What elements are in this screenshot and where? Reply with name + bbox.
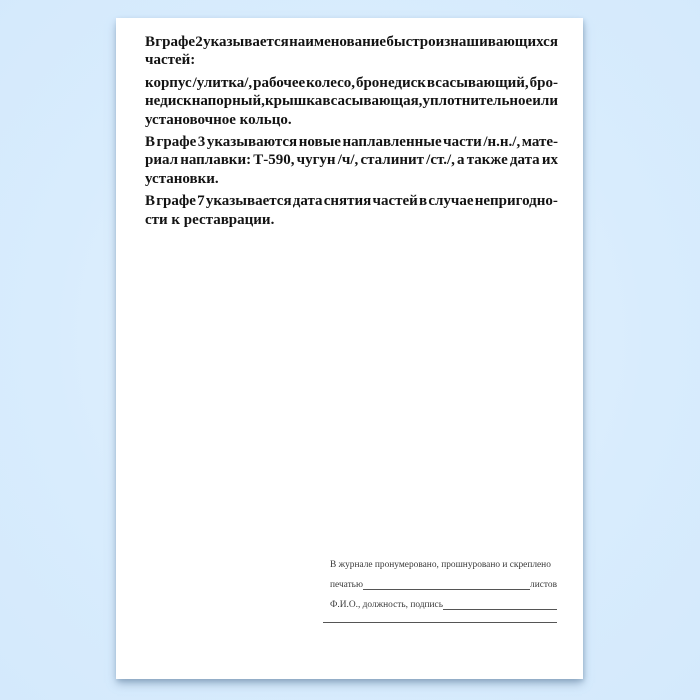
- sheets-count-blank-line: [363, 589, 530, 590]
- word: их: [541, 152, 558, 169]
- word: наплавки:: [180, 152, 252, 169]
- word: уплотнительное: [422, 93, 533, 110]
- word: Т-590,: [253, 152, 295, 169]
- word: бро-: [529, 74, 558, 91]
- certification-block: [330, 551, 557, 623]
- paragraph: [145, 133, 558, 188]
- word: графе: [155, 34, 195, 50]
- word: В: [145, 34, 156, 50]
- word: снятия: [323, 193, 372, 210]
- paragraph-line: установки.: [145, 170, 219, 187]
- document-page: [116, 18, 583, 679]
- paragraph: [145, 192, 558, 229]
- word: рабочее: [253, 74, 306, 91]
- paragraph-line: [145, 133, 558, 151]
- word: /ст./,: [426, 152, 455, 169]
- word: /н.н./,: [483, 134, 521, 151]
- word: мате-: [521, 134, 558, 151]
- word: чугун: [296, 152, 336, 169]
- paragraph-line: [145, 151, 558, 169]
- paragraph: [145, 74, 558, 129]
- word: в: [419, 193, 428, 210]
- word: сталинит: [360, 152, 424, 169]
- word: указывается: [203, 34, 289, 50]
- word: части: [443, 134, 482, 151]
- word: а: [457, 152, 465, 169]
- word: графе: [156, 134, 197, 151]
- word: В: [145, 193, 156, 210]
- signature-blank-line: [443, 609, 557, 610]
- word: недиск: [145, 93, 192, 110]
- word: быстроизнашивающихся: [386, 34, 558, 50]
- word: дата: [292, 193, 323, 210]
- paragraph-line: [145, 74, 558, 92]
- word: 3: [197, 134, 206, 151]
- word: корпус: [145, 74, 192, 91]
- word: 7: [197, 193, 205, 210]
- word: графе: [156, 193, 196, 210]
- certification-statement-row: [330, 551, 557, 571]
- word: /ч/,: [337, 152, 359, 169]
- certification-statement-text: В журнале пронумеровано, прошнуровано и скреплено: [330, 560, 551, 570]
- word: частей: [372, 193, 418, 210]
- extra-blank-line: [323, 622, 557, 623]
- word: новые: [298, 134, 341, 151]
- instructions-text-block: [145, 33, 558, 233]
- paragraph-line: установочное кольцо.: [145, 111, 292, 128]
- word: колесо,: [306, 74, 356, 91]
- paragraph-line: частей:: [145, 52, 196, 69]
- word: напорный,: [191, 93, 265, 110]
- word: или: [532, 93, 558, 110]
- word: указываются: [206, 134, 298, 151]
- word: всасывающая,: [322, 93, 423, 110]
- paragraph-line: [145, 92, 558, 110]
- word: крышка: [264, 93, 323, 110]
- word: бронедиск: [355, 74, 426, 91]
- word: 2: [195, 34, 203, 50]
- sheets-label: листов: [530, 580, 557, 590]
- word: указывается: [205, 193, 292, 210]
- word: также: [466, 152, 508, 169]
- word: В: [145, 134, 156, 151]
- word: случае: [428, 193, 474, 210]
- word: риал: [145, 152, 179, 169]
- word: непригодно-: [474, 193, 558, 210]
- paragraph-line: [145, 33, 558, 51]
- signature-label: Ф.И.О., должность, подпись: [330, 600, 443, 610]
- paragraph: [145, 33, 558, 70]
- paragraph-line: [145, 192, 558, 210]
- seal-sheets-row: [330, 571, 557, 591]
- word: /улитка/,: [192, 74, 253, 91]
- word: дата: [509, 152, 540, 169]
- seal-label: печатью: [330, 580, 363, 590]
- word: наименование: [289, 34, 387, 50]
- paragraph-line: сти к реставрации.: [145, 211, 275, 228]
- signature-row: [330, 591, 557, 611]
- word: наплавленные: [342, 134, 442, 151]
- word: всасывающий,: [426, 74, 529, 91]
